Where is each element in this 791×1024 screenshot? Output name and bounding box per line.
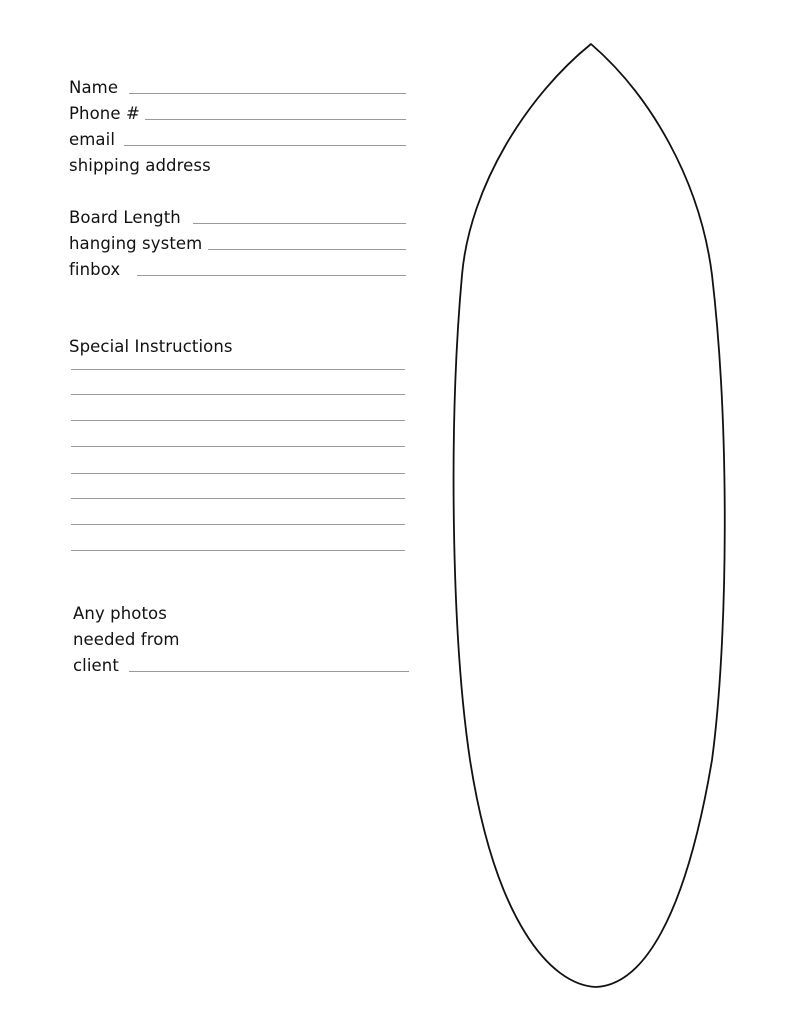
photos-label-line3: client: [73, 656, 119, 675]
phone-label: Phone #: [69, 104, 140, 123]
shipping-address-label: shipping address: [69, 156, 211, 175]
board-length-label: Board Length: [69, 208, 181, 227]
email-label: email: [69, 130, 116, 149]
surfboard-shape: [454, 44, 725, 987]
special-instructions-label: Special Instructions: [69, 337, 233, 356]
photos-label-line1: Any photos: [73, 604, 167, 623]
hanging-system-label: hanging system: [69, 234, 203, 253]
photos-label-line2: needed from: [73, 630, 180, 649]
finbox-label: finbox: [69, 260, 121, 279]
name-label: Name: [69, 78, 119, 97]
